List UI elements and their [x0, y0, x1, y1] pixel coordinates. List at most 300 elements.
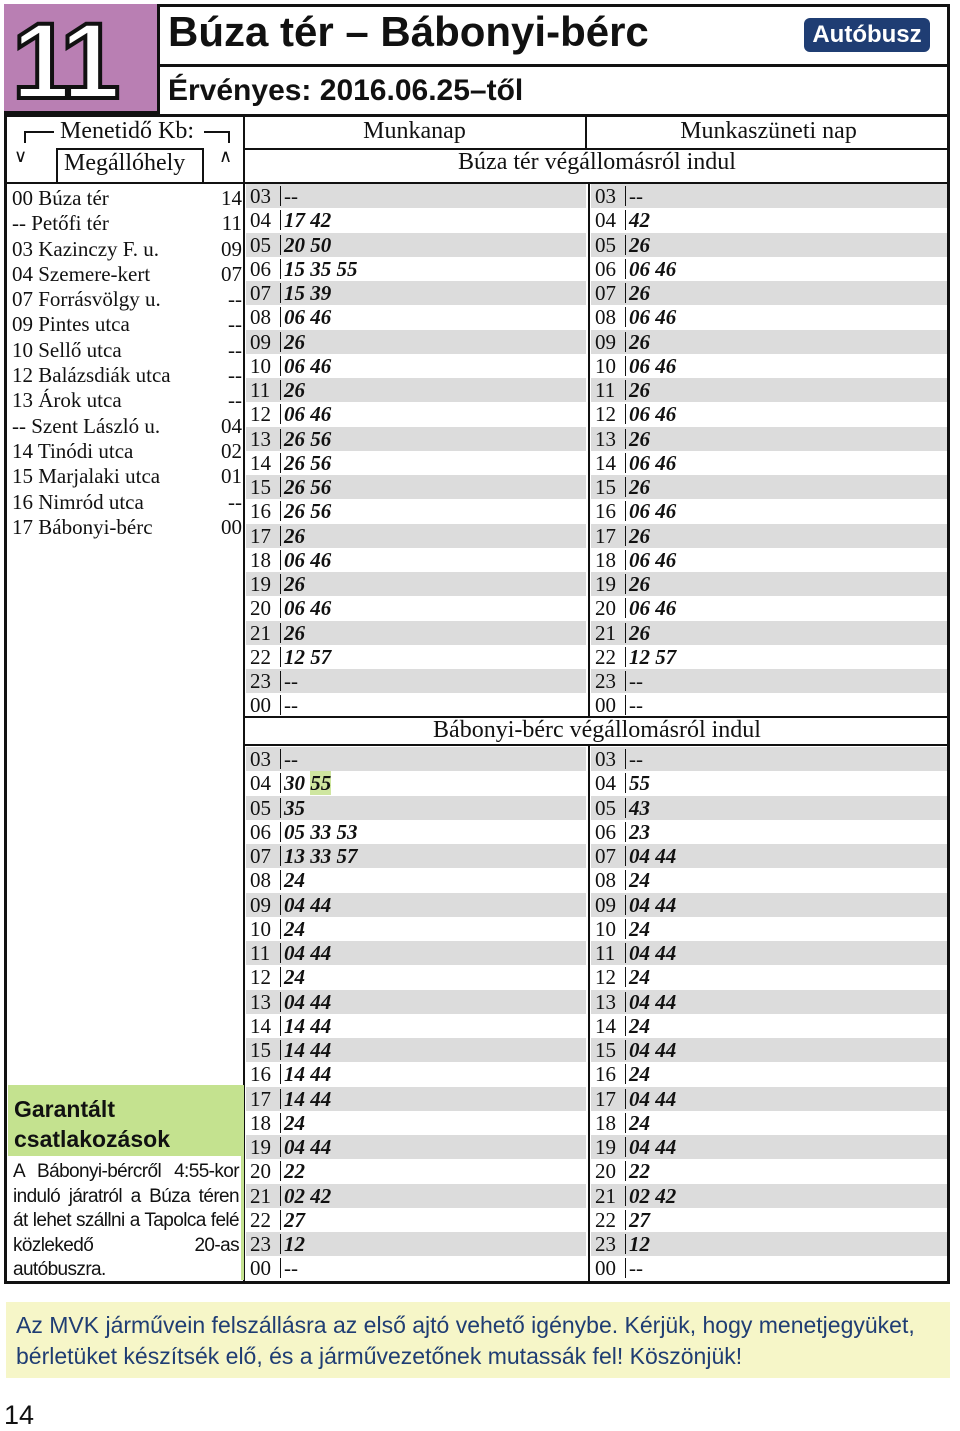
minutes-cell: 23 — [629, 819, 650, 844]
minutes-cell: 06 46 — [284, 402, 332, 427]
hour-cell: 15 — [250, 475, 271, 499]
timetable-row — [591, 402, 947, 426]
minutes-cell: 24 — [284, 965, 305, 990]
hour-separator — [280, 1064, 281, 1084]
stop-time-from-buza: 15 — [12, 464, 33, 489]
hour-separator — [280, 186, 281, 206]
timetable-row — [246, 1208, 586, 1232]
stop-name: Tinódi utca — [33, 438, 134, 463]
minutes-cell: 35 — [284, 795, 305, 820]
stop-name: Pintes utca — [33, 312, 130, 337]
hour-separator — [625, 574, 626, 594]
timetable-row — [246, 548, 586, 572]
timetable-row — [246, 208, 586, 232]
hour-cell: 08 — [250, 305, 271, 330]
timetable-row — [246, 1111, 586, 1135]
hour-cell: 17 — [250, 523, 271, 548]
hour-cell: 08 — [250, 868, 271, 893]
hour-cell: 10 — [250, 353, 271, 378]
hour-cell: 12 — [595, 965, 616, 990]
header-divider — [4, 114, 950, 117]
timetable-row — [246, 820, 586, 844]
timetable-row — [591, 233, 947, 257]
minutes-cell: 04 44 — [629, 892, 677, 917]
minutes-cell: 24 — [284, 1110, 305, 1135]
hour-cell: 21 — [250, 620, 271, 645]
hour-cell: 14 — [250, 1013, 271, 1038]
minutes-cell: 24 — [629, 1062, 650, 1087]
hour-cell: 14 — [595, 1013, 616, 1038]
hour-separator — [280, 380, 281, 400]
hour-cell: 13 — [595, 989, 616, 1014]
minutes-cell: -- — [629, 693, 643, 718]
timetable-row — [246, 1135, 586, 1159]
hour-cell: 15 — [595, 475, 616, 499]
timetable-row — [591, 621, 947, 645]
hour-separator — [280, 1258, 281, 1278]
timetable-row — [591, 941, 947, 965]
hour-separator — [625, 895, 626, 915]
hour-separator — [625, 671, 626, 691]
stop-time-from-babonyi: -- — [228, 287, 242, 312]
hour-separator — [280, 283, 281, 303]
timetable-row — [591, 1135, 947, 1159]
hour-cell: 04 — [250, 208, 271, 233]
timetable-row — [591, 771, 947, 795]
hour-separator — [625, 1137, 626, 1157]
hour-separator — [280, 404, 281, 424]
minutes-cell: 26 — [629, 232, 650, 257]
timetable-row — [591, 354, 947, 378]
hour-separator — [625, 1234, 626, 1254]
hour-cell: 22 — [250, 1207, 271, 1232]
timetable-row — [591, 281, 947, 305]
stop-row — [12, 312, 242, 337]
hour-cell: 07 — [595, 844, 616, 868]
timetable-row — [591, 1232, 947, 1256]
timetable-row — [246, 771, 586, 795]
timetable-row — [246, 868, 586, 892]
minutes-cell: 13 33 57 — [284, 844, 358, 868]
minutes-cell: 26 56 — [284, 499, 332, 524]
minutes-cell: 24 — [284, 868, 305, 893]
hour-cell: 05 — [250, 232, 271, 257]
guaranteed-connection-minute: 55 — [310, 771, 332, 796]
timetable-row — [246, 378, 586, 402]
stop-row — [12, 338, 242, 363]
minutes-cell: 14 44 — [284, 1013, 332, 1038]
guaranteed-title-line2: csatlakozások — [14, 1126, 170, 1152]
hour-cell: 09 — [595, 329, 616, 354]
timetable-row — [246, 796, 586, 820]
timetable-row — [246, 941, 586, 965]
stop-label: Megállóhely — [64, 150, 186, 176]
hour-separator — [625, 1161, 626, 1181]
hour-separator — [625, 307, 626, 327]
stop-row — [12, 363, 242, 388]
minutes-cell: 04 44 — [629, 1086, 677, 1111]
section-divider-bottom — [244, 744, 950, 746]
timetable-row — [246, 747, 586, 771]
hour-cell: 22 — [595, 644, 616, 669]
timetable-row — [246, 990, 586, 1014]
timetable-row — [246, 402, 586, 426]
stop-time-from-babonyi: 09 — [221, 236, 242, 261]
timetable-row — [591, 427, 947, 451]
hour-separator — [280, 1016, 281, 1036]
timetable-row — [591, 893, 947, 917]
section-title-buza: Búza tér végállomásról indul — [458, 149, 736, 175]
timetable-row — [591, 917, 947, 941]
minutes-cell: 06 46 — [629, 596, 677, 621]
timetable-row — [591, 669, 947, 693]
minutes-cell: 24 — [629, 965, 650, 990]
minutes-cell: 26 — [284, 378, 305, 402]
timetable-row — [591, 645, 947, 669]
hour-cell: 06 — [595, 256, 616, 281]
timetable-row — [591, 305, 947, 329]
minutes-cell: 05 33 53 — [284, 819, 358, 844]
timetable-row — [591, 1184, 947, 1208]
hour-cell: 20 — [250, 596, 271, 621]
minutes-cell: 04 44 — [629, 844, 677, 868]
timetable-row — [591, 868, 947, 892]
hour-cell: 13 — [250, 426, 271, 451]
minutes-cell: 04 44 — [284, 892, 332, 917]
stop-time-from-babonyi: -- — [228, 312, 242, 337]
hour-separator — [625, 846, 626, 866]
hour-separator — [280, 210, 281, 230]
timetable-row — [591, 378, 947, 402]
hour-separator — [280, 235, 281, 255]
minutes-cell: 26 — [284, 523, 305, 548]
hour-cell: 21 — [250, 1183, 271, 1208]
hour-cell: 11 — [595, 941, 616, 965]
hour-separator — [625, 992, 626, 1012]
hour-cell: 15 — [595, 1038, 616, 1062]
hour-cell: 15 — [250, 1038, 271, 1062]
hour-separator — [625, 380, 626, 400]
stop-time-from-babonyi: 04 — [221, 413, 242, 438]
hour-separator — [625, 822, 626, 842]
hour-separator — [280, 1161, 281, 1181]
hour-cell: 10 — [595, 916, 616, 941]
hour-separator — [280, 822, 281, 842]
hour-cell: 20 — [595, 596, 616, 621]
hour-cell: 12 — [250, 402, 271, 427]
stop-row — [12, 211, 242, 236]
hour-separator — [280, 1137, 281, 1157]
hour-cell: 18 — [250, 1110, 271, 1135]
stop-time-from-babonyi: 01 — [221, 464, 242, 489]
day-column-divider-top — [588, 182, 590, 716]
stop-row — [12, 515, 242, 540]
minutes-cell: -- — [629, 1256, 643, 1281]
minutes-cell: 24 — [629, 1110, 650, 1135]
hour-separator — [280, 870, 281, 890]
hour-cell: 22 — [250, 644, 271, 669]
minutes-cell: 12 57 — [284, 644, 332, 669]
timetable-babonyi-workday — [246, 747, 586, 1281]
minutes-cell — [284, 771, 331, 796]
stop-time-from-buza: 13 — [12, 388, 33, 413]
hour-separator — [625, 1186, 626, 1206]
timetable-row — [246, 184, 586, 208]
hour-cell: 17 — [595, 523, 616, 548]
hour-separator — [625, 695, 626, 715]
timetable-row — [246, 917, 586, 941]
stop-time-from-buza: 12 — [12, 363, 33, 388]
timetable-row — [591, 208, 947, 232]
minutes-cell: 42 — [629, 208, 650, 233]
hour-cell: 23 — [250, 1232, 271, 1256]
minutes-cell: 06 46 — [629, 256, 677, 281]
hour-separator — [280, 1113, 281, 1133]
hour-cell: 14 — [250, 450, 271, 475]
hour-cell: 06 — [250, 256, 271, 281]
hour-separator — [625, 501, 626, 521]
boarding-notice: Az MVK járművein felszállásra az első ajtó vehető igénybe. Kérjük, hogy menetjegyüket, bérletüket készítsék elő, és a járművezetőnek mutassák fel! Köszönjük! — [6, 1302, 950, 1378]
hour-cell: 04 — [250, 771, 271, 796]
hour-separator — [280, 526, 281, 546]
stop-name: Árok utca — [33, 388, 122, 413]
page-number: 14 — [4, 1400, 35, 1430]
minutes-cell: 17 42 — [284, 208, 332, 233]
section-title-babonyi: Bábonyi-bérc végállomásról indul — [433, 717, 761, 743]
hour-separator — [625, 210, 626, 230]
minutes-cell: 06 46 — [284, 305, 332, 330]
minutes-cell: 26 — [629, 572, 650, 596]
stop-name: Sellő utca — [33, 337, 122, 362]
hour-cell: 19 — [595, 1135, 616, 1159]
minutes-cell: 22 — [629, 1159, 650, 1184]
arrow-down-icon: ∨ — [14, 146, 28, 167]
hour-cell: 19 — [595, 572, 616, 596]
minutes-cell: 26 — [629, 620, 650, 645]
timetable-row — [591, 796, 947, 820]
stop-name: Szent László u. — [26, 413, 161, 438]
hour-cell: 12 — [595, 402, 616, 427]
holiday-header: Munkaszüneti nap — [680, 118, 857, 144]
stop-time-from-buza: 14 — [12, 438, 33, 463]
minutes-cell: 06 46 — [284, 596, 332, 621]
stop-row — [12, 262, 242, 287]
hour-separator — [625, 404, 626, 424]
hour-separator — [280, 1186, 281, 1206]
stop-name: Kazinczy F. u. — [33, 236, 160, 261]
hour-separator — [280, 356, 281, 376]
hour-cell: 07 — [250, 844, 271, 868]
minutes-cell: 26 — [629, 475, 650, 499]
valid-from: Érvényes: 2016.06.25–től — [168, 74, 524, 107]
timetable-row — [246, 451, 586, 475]
minutes-cell: -- — [284, 669, 298, 693]
stop-time-from-buza: 03 — [12, 236, 33, 261]
hour-separator — [625, 477, 626, 497]
timetable-row — [246, 281, 586, 305]
minutes-cell: 27 — [284, 1207, 305, 1232]
timetable-row — [246, 354, 586, 378]
hour-cell: 16 — [250, 499, 271, 524]
timetable-row — [246, 257, 586, 281]
hour-cell: 13 — [250, 989, 271, 1014]
timetable-row — [591, 1159, 947, 1183]
hour-separator — [280, 671, 281, 691]
minutes-cell: 04 44 — [629, 989, 677, 1014]
hour-cell: 06 — [250, 819, 271, 844]
minutes-cell: 26 — [629, 523, 650, 548]
minutes-cell: 12 57 — [629, 644, 677, 669]
hour-cell: 20 — [250, 1159, 271, 1184]
hour-separator — [625, 773, 626, 793]
hour-separator — [625, 1016, 626, 1036]
hour-separator — [280, 992, 281, 1012]
hour-cell: 18 — [595, 547, 616, 572]
hour-cell: 10 — [595, 353, 616, 378]
hour-cell: 05 — [595, 232, 616, 257]
stop-name: Marjalaki utca — [33, 464, 161, 489]
hour-separator — [280, 647, 281, 667]
stop-row — [12, 287, 242, 312]
hour-separator — [625, 598, 626, 618]
hour-separator — [280, 259, 281, 279]
hour-separator — [280, 749, 281, 769]
stop-time-from-buza: 09 — [12, 312, 33, 337]
stop-time-from-buza: 16 — [12, 489, 33, 514]
minutes-cell: 15 35 55 — [284, 256, 358, 281]
stop-row — [12, 490, 242, 515]
hour-cell: 16 — [595, 499, 616, 524]
timetable-row — [591, 965, 947, 989]
minute-value: 30 — [284, 771, 311, 796]
runtime-bracket-right — [204, 131, 230, 133]
hour-cell: 05 — [595, 795, 616, 820]
stop-name: Nimród utca — [33, 489, 144, 514]
timetable-row — [591, 990, 947, 1014]
minutes-cell: 27 — [629, 1207, 650, 1232]
timetable-row — [246, 1038, 586, 1062]
timetable-row — [246, 669, 586, 693]
hour-separator — [280, 943, 281, 963]
timetable-row — [591, 1062, 947, 1086]
stop-time-from-buza: 00 — [12, 186, 33, 210]
hour-cell: 11 — [250, 941, 271, 965]
hour-separator — [625, 1064, 626, 1084]
minutes-cell: 04 44 — [629, 1038, 677, 1062]
hour-cell: 22 — [595, 1207, 616, 1232]
minutes-cell: 06 46 — [629, 402, 677, 427]
hour-cell: 18 — [595, 1110, 616, 1135]
minutes-cell: 26 — [629, 426, 650, 451]
hour-cell: 23 — [250, 669, 271, 693]
hour-cell: 08 — [595, 868, 616, 893]
hour-cell: 21 — [595, 620, 616, 645]
stop-time-from-babonyi: 07 — [221, 261, 242, 286]
stop-row — [12, 439, 242, 464]
timetable-row — [591, 184, 947, 208]
minutes-cell: 26 56 — [284, 426, 332, 451]
minutes-cell: 12 — [629, 1232, 650, 1256]
hour-cell: 18 — [250, 547, 271, 572]
minutes-cell: 02 42 — [284, 1183, 332, 1208]
stop-time-from-buza: 07 — [12, 287, 33, 312]
minutes-cell: 12 — [284, 1232, 305, 1256]
stop-name: Balázsdiák utca — [33, 363, 171, 388]
timetable-row — [246, 499, 586, 523]
minutes-cell: 04 44 — [284, 1135, 332, 1159]
minutes-cell: 04 44 — [284, 989, 332, 1014]
hour-separator — [625, 1040, 626, 1060]
hour-cell: 13 — [595, 426, 616, 451]
timetable-row — [591, 747, 947, 771]
stop-name: Búza tér — [33, 186, 109, 210]
timetable-row — [246, 427, 586, 451]
hour-separator — [280, 307, 281, 327]
hour-cell: 07 — [250, 281, 271, 305]
hour-separator — [280, 895, 281, 915]
minutes-cell: 06 46 — [284, 353, 332, 378]
minutes-cell: 26 56 — [284, 450, 332, 475]
hour-cell: 04 — [595, 771, 616, 796]
hour-cell: 14 — [595, 450, 616, 475]
hour-cell: 10 — [250, 916, 271, 941]
hour-cell: 19 — [250, 572, 271, 596]
hour-cell: 06 — [595, 819, 616, 844]
timetable-babonyi-holiday — [591, 747, 947, 1281]
stop-name: Petőfi tér — [26, 211, 109, 236]
stop-time-from-babonyi: -- — [228, 337, 242, 362]
hour-separator — [625, 870, 626, 890]
hour-separator — [280, 1040, 281, 1060]
stop-row — [12, 186, 242, 211]
minutes-cell: -- — [629, 669, 643, 693]
day-column-divider-bottom — [588, 746, 590, 1284]
timetable-row — [246, 596, 586, 620]
hour-separator — [625, 283, 626, 303]
minutes-cell: 22 — [284, 1159, 305, 1184]
hour-separator — [625, 1210, 626, 1230]
hour-separator — [625, 453, 626, 473]
hour-separator — [625, 429, 626, 449]
stop-time-from-babonyi: -- — [228, 388, 242, 413]
guaranteed-connections-box — [8, 1085, 244, 1280]
minutes-cell: 20 50 — [284, 232, 332, 257]
minutes-cell: 26 56 — [284, 475, 332, 499]
hour-separator — [280, 453, 281, 473]
timetable-row — [591, 524, 947, 548]
hour-cell: 08 — [595, 305, 616, 330]
workday-header: Munkanap — [363, 118, 466, 144]
minutes-cell: 24 — [284, 916, 305, 941]
stop-row — [12, 388, 242, 413]
hour-separator — [280, 623, 281, 643]
timetable-row — [246, 233, 586, 257]
minutes-cell: 26 — [284, 620, 305, 645]
timetable-row — [246, 1087, 586, 1111]
hour-separator — [625, 647, 626, 667]
bracket-right-leg — [228, 131, 230, 143]
timetable-row — [246, 305, 586, 329]
hour-cell: 00 — [250, 1256, 271, 1281]
timetable-row — [591, 572, 947, 596]
timetable-row — [591, 475, 947, 499]
hour-separator — [625, 919, 626, 939]
stop-time-from-babonyi: 00 — [221, 514, 242, 539]
hour-cell: 04 — [595, 208, 616, 233]
hour-cell: 03 — [250, 747, 271, 771]
route-number: 11 — [12, 0, 115, 121]
timetable-row — [246, 475, 586, 499]
